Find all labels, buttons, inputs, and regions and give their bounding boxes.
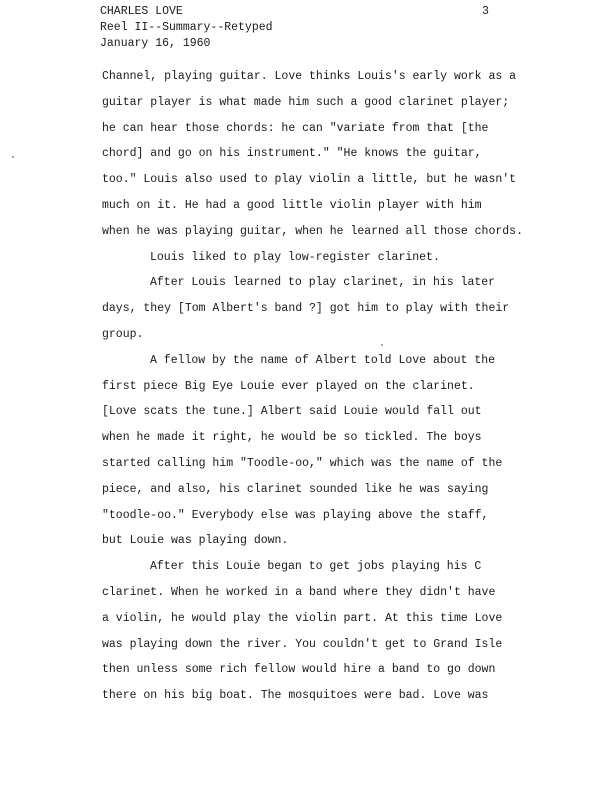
text-line: Channel, playing guitar. Love thinks Louis's early work as a — [102, 70, 517, 83]
text-line: he can hear those chords: he can "variate from that [the — [102, 121, 489, 135]
text-line: After Louis learned to play clarinet, in his later — [150, 276, 496, 290]
text-line: when he made it right, he would be so tickled. The boys — [102, 431, 482, 445]
text-line: chord] and go on his instrument." "He knows the guitar, — [102, 147, 482, 161]
page-number: 3 — [482, 5, 489, 18]
text-line: then unless some rich fellow would hire a band to go down — [102, 663, 496, 677]
text-line: was playing down the river. You couldn't get to Grand Isle — [102, 637, 503, 651]
text-line: A fellow by the name of Albert told Love about the — [150, 353, 496, 367]
scan-speck — [12, 156, 14, 158]
text-line: piece, and also, his clarinet sounded like he was saying — [102, 482, 489, 496]
text-line: [Love scats the tune.] Albert said Louie would fall out — [102, 405, 482, 419]
text-line: when he was playing guitar, when he learned all those chords. — [102, 224, 523, 238]
text-line: too." Louis also used to play violin a little, but he wasn't — [102, 173, 517, 187]
header-date: January 16, 1960 — [100, 37, 211, 50]
text-line: days, they [Tom Albert's band ?] got him to play with their — [102, 302, 510, 316]
text-line: clarinet. When he worked in a band where they didn't have — [102, 585, 496, 599]
text-line: guitar player is what made him such a good clarinet player; — [102, 95, 510, 109]
page-header — [100, 4, 273, 52]
text-line: "toodle-oo." Everybody else was playing above the staff, — [102, 508, 489, 522]
body-text — [102, 64, 547, 709]
text-line: but Louie was playing down. — [102, 534, 289, 548]
text-line: Louis liked to play low-register clarinet. — [150, 250, 440, 264]
text-line: a violin, he would play the violin part. At this time Love — [102, 611, 503, 625]
text-line: there on his big boat. The mosquitoes were bad. Love was — [102, 689, 489, 703]
text-line: group. — [102, 327, 144, 341]
text-line: After this Louie began to get jobs playing his C — [150, 560, 482, 574]
text-line: started calling him "Toodle-oo," which was the name of the — [102, 456, 503, 470]
scan-speck — [381, 344, 383, 346]
header-reel: Reel II--Summary--Retyped — [100, 21, 273, 34]
header-name: CHARLES LOVE — [100, 5, 183, 18]
text-line: first piece Big Eye Louie ever played on the clarinet. — [102, 379, 475, 393]
text-line: much on it. He had a good little violin player with him — [102, 198, 482, 212]
